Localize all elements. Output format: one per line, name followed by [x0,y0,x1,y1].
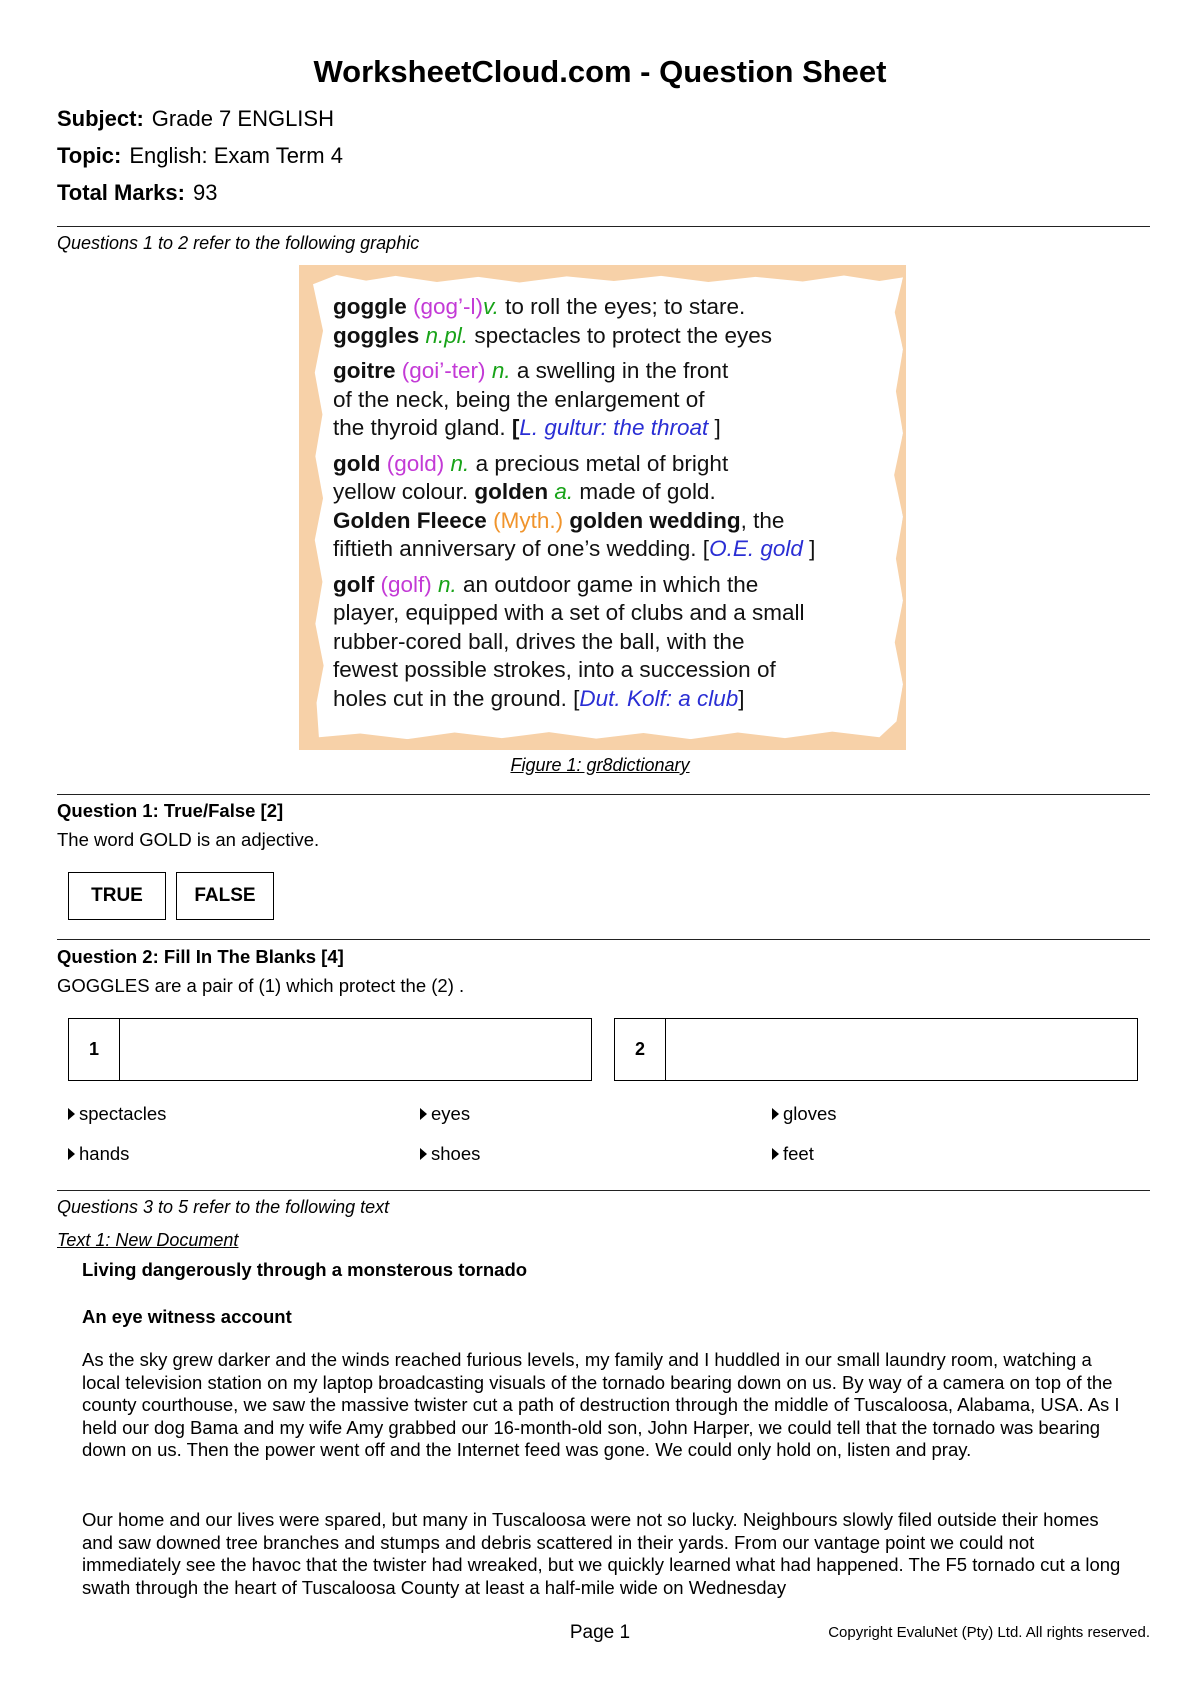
true-button[interactable]: TRUE [68,872,166,920]
section1-intro: Questions 1 to 2 refer to the following graphic [57,233,420,253]
subject-label: Subject: [57,106,144,131]
article-paragraph-1: As the sky grew darker and the winds reached furious levels, my family and I huddled in our small laundry room, watching a local television station on my laptop broadcasting visuals of the tornado bearing down on us. By way of a camera on top of the county courthouse, we saw the massive twister cut a path of destruction through the middle of Tuscaloosa, Alabama, USA. As I held our dog Bama and my wife Amy grabbed our 16-month-old son, John Harper, we could tell that the tornado was bearing down on us. Then the power went off and the Internet feed was gone. We could only hold on, listen and pray. [82,1349,1120,1460]
blank-1-input[interactable] [120,1019,591,1080]
article-subtitle: An eye witness account [82,1306,292,1327]
text-label: Text 1: New Document [57,1230,239,1250]
divider [57,939,1150,940]
figure-caption: Figure 1: gr8dictionary [510,755,690,775]
copyright-notice: Copyright EvaluNet (Pty) Ltd. All rights reserved. [828,1624,1150,1641]
option-item[interactable]: hands [68,1143,129,1165]
question-2-heading: Question 2: Fill In The Blanks [4] [57,946,344,967]
arrow-right-icon [772,1108,779,1120]
topic-row [57,143,343,169]
divider [57,226,1150,227]
arrow-right-icon [772,1148,779,1160]
topic-value: English: Exam Term 4 [129,143,343,168]
entry-golf: golf (golf) n. an outdoor game in which the [333,571,759,597]
arrow-right-icon [420,1148,427,1160]
blank-1-field[interactable] [68,1018,592,1081]
blank-1-number: 1 [69,1019,120,1080]
arrow-right-icon [420,1108,427,1120]
total-marks-value: 93 [192,180,218,205]
entry-goitre: goitre (goi’-ter) n. a swelling in the front [333,358,729,383]
dictionary-entries: goggle (gog’-l)v. to roll the eyes; to stare. goggles n.pl. spectacles to protect the eyes goitre (goi’-ter) n. a swelling in the front of the neck, being the enlargement of the thyroid gland. [L. gultur: the throat ] gold (gold) n. a precious metal of bright yellow colour. golden a. made of gold. Golden Fleece (Myth.) golden wedding, the fiftieth anniversary of one’s wedding. [O.E. gold ] golf (golf) n. an outdoor game in which the player, equipped with a set of clubs and a small rubber-cored ball, drives the ball, with the fewest possible strokes, into a succession of holes cut in the ground. [Dut. Kolf: a club] [333,293,893,713]
option-item[interactable]: gloves [772,1103,836,1125]
entry-goggles: goggles n.pl. spectacles to protect the eyes [333,322,772,348]
total-marks-label: Total Marks: [57,180,185,205]
blank-2-field[interactable] [614,1018,1138,1081]
page-number: Page 1 [569,1622,631,1643]
total-marks-row [57,180,217,206]
option-item[interactable]: eyes [420,1103,470,1125]
question-2-text: GOGGLES are a pair of (1) which protect the (2) . [57,975,465,996]
topic-label: Topic: [57,143,122,168]
blank-2-number: 2 [615,1019,666,1080]
option-item[interactable]: shoes [420,1143,480,1165]
option-item[interactable]: spectacles [68,1103,166,1125]
entry-goggle: goggle (gog’-l)v. to roll the eyes; to stare. [333,294,746,319]
article-paragraph-2: Our home and our lives were spared, but many in Tuscaloosa were not so lucky. Neighbours slowly filed outside their homes and saw downed tree branches and stumps and debris scattered in their yards. From our vantage point we could not immediately see the havoc that the twister had wreaked, but we quickly learned what had happened. The F5 tornado cut a long swath through the heart of Tuscaloosa County at least a half-mile wide on Wednesday [82,1509,1121,1598]
arrow-right-icon [68,1108,75,1120]
option-item[interactable]: feet [772,1143,814,1165]
dictionary-graphic [299,265,906,750]
entry-gold: gold (gold) n. a precious metal of bright [333,450,729,476]
subject-row [57,106,334,132]
divider [57,1190,1150,1191]
question-1-heading: Question 1: True/False [2] [57,800,284,821]
arrow-right-icon [68,1148,75,1160]
blank-2-input[interactable] [666,1019,1137,1080]
page-title: WorksheetCloud.com - Question Sheet [313,54,887,89]
false-button[interactable]: FALSE [176,872,274,920]
article-title: Living dangerously through a monsterous tornado [82,1259,528,1280]
subject-value: Grade 7 ENGLISH [151,106,334,131]
section2-intro: Questions 3 to 5 refer to the following text [57,1197,390,1217]
divider [57,794,1150,795]
question-1-text: The word GOLD is an adjective. [57,829,320,850]
